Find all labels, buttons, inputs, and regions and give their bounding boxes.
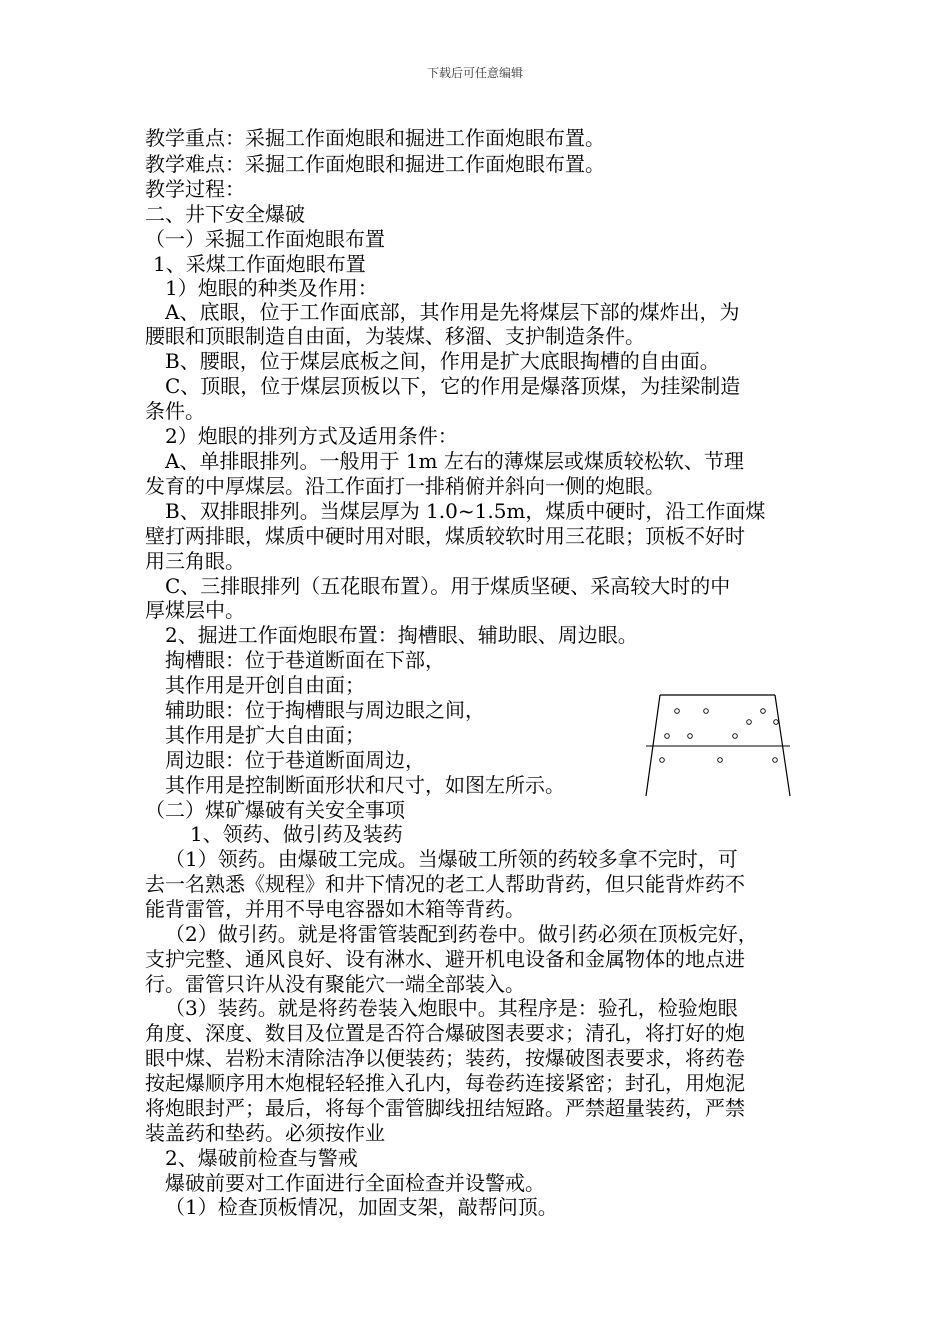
text-line: 发育的中厚煤层。沿工作面打一排稍俯并斜向一侧的炮眼。 <box>145 474 665 498</box>
blasthole <box>733 734 738 739</box>
blasthole <box>688 734 693 739</box>
text-line: B、腰眼，位于煤层底板之间，作用是扩大底眼掏槽的自由面。 <box>165 349 720 373</box>
text-line: （1）领药。由爆破工完成。当爆破工所领的药较多拿不完时，可 <box>165 847 738 871</box>
text-line: 去一名熟悉《规程》和井下情况的老工人帮助背药，但只能背炸药不 <box>145 872 745 896</box>
text-line: 2）炮眼的排列方式及适用条件： <box>165 424 458 448</box>
blasthole <box>675 709 680 714</box>
blastholes <box>660 709 779 763</box>
subsection-heading: 1、领药、做引药及装药 <box>190 822 403 846</box>
text-line: 按起爆顺序用木炮棍轻轻推入孔内，每卷药连接紧密；封孔，用炮泥 <box>145 1071 745 1095</box>
text-line: C、三排眼排列（五花眼布置）。用于煤质坚硬、采高较大时的中 <box>165 574 731 598</box>
subsection-heading: 1、采煤工作面炮眼布置 <box>153 252 366 276</box>
text-line: 教学过程： <box>145 177 245 201</box>
text-line: 教学重点：采掘工作面炮眼和掘进工作面炮眼布置。 <box>145 126 605 150</box>
text-line: 辅助眼：位于掏槽眼与周边眼之间， <box>165 698 485 722</box>
text-line: 装盖药和垫药。必须按作业 <box>145 1121 385 1145</box>
text-line: 爆破前要对工作面进行全面检查并设警戒。 <box>165 1171 545 1195</box>
blasthole <box>773 758 778 763</box>
blasthole <box>665 734 670 739</box>
blasthole-layout-diagram <box>640 690 800 802</box>
subsection-heading: 2、爆破前检查与警戒 <box>165 1146 358 1170</box>
section-heading: 二、井下安全爆破 <box>145 202 305 226</box>
page-header: 下载后可任意编辑 <box>426 66 523 80</box>
text-line: C、顶眼，位于煤层顶板以下，它的作用是爆落顶煤，为挂梁制造 <box>165 374 741 398</box>
text-line: B、双排眼排列。当煤层厚为 1.0~1.5m，煤质中硬时，沿工作面煤 <box>165 499 766 523</box>
blasthole <box>660 758 665 763</box>
blasthole <box>704 709 709 714</box>
text-line: 2、掘进工作面炮眼布置：掏槽眼、辅助眼、周边眼。 <box>165 623 638 647</box>
text-line: （1）检查顶板情况，加固支架，敲帮问顶。 <box>165 1195 558 1219</box>
blasthole <box>774 720 779 725</box>
text-line: 腰眼和顶眼制造自由面，为装煤、移溜、支护制造条件。 <box>145 324 645 348</box>
blasthole <box>718 758 723 763</box>
text-line: （2）做引药。就是将雷管装配到药卷中。做引药必须在顶板完好， <box>165 922 758 946</box>
text-line: 眼中煤、岩粉末清除洁净以便装药；装药，按爆破图表要求，将药卷 <box>145 1046 745 1070</box>
text-line: 教学难点：采掘工作面炮眼和掘进工作面炮眼布置。 <box>145 152 605 176</box>
text-line: 用三角眼。 <box>145 549 245 573</box>
text-line: 周边眼：位于巷道断面周边， <box>165 748 425 772</box>
subsection-heading: （一）采掘工作面炮眼布置 <box>145 227 385 251</box>
text-line: 支护完整、通风良好、设有淋水、避开机电设备和金属物体的地点进 <box>145 947 745 971</box>
text-line: 条件。 <box>145 399 205 423</box>
blasthole <box>747 720 752 725</box>
text-line: 能背雷管，并用不导电容器如木箱等背药。 <box>145 897 525 921</box>
text-line: 1）炮眼的种类及作用： <box>165 276 378 300</box>
text-line: A、底眼，位于工作面底部，其作用是先将煤层下部的煤炸出，为 <box>165 300 740 324</box>
text-line: 将炮眼封严；最后，将每个雷管脚线扭结短路。严禁超量装药，严禁 <box>145 1096 745 1120</box>
text-line: A、单排眼排列。一般用于 1m 左右的薄煤层或煤质较松软、节理 <box>165 449 744 473</box>
text-line: 掏槽眼：位于巷道断面在下部， <box>165 648 445 672</box>
text-line: 壁打两排眼，煤质中硬时用对眼，煤质较软时用三花眼；顶板不好时 <box>145 524 745 548</box>
text-line: 其作用是扩大自由面； <box>165 723 365 747</box>
text-line: 其作用是开创自由面； <box>165 673 365 697</box>
text-line: （3）装药。就是将药卷装入炮眼中。其程序是：验孔，检验炮眼 <box>165 996 738 1020</box>
text-line: 厚煤层中。 <box>145 598 245 622</box>
blasthole <box>761 709 766 714</box>
subsection-heading: （二）煤矿爆破有关安全事项 <box>145 798 405 822</box>
text-line: 角度、深度、数目及位置是否符合爆破图表要求；清孔，将打好的炮 <box>145 1021 745 1045</box>
text-line: 其作用是控制断面形状和尺寸，如图左所示。 <box>165 773 565 797</box>
text-line: 行。雷管只许从没有聚能穴一端全部装入。 <box>145 972 525 996</box>
